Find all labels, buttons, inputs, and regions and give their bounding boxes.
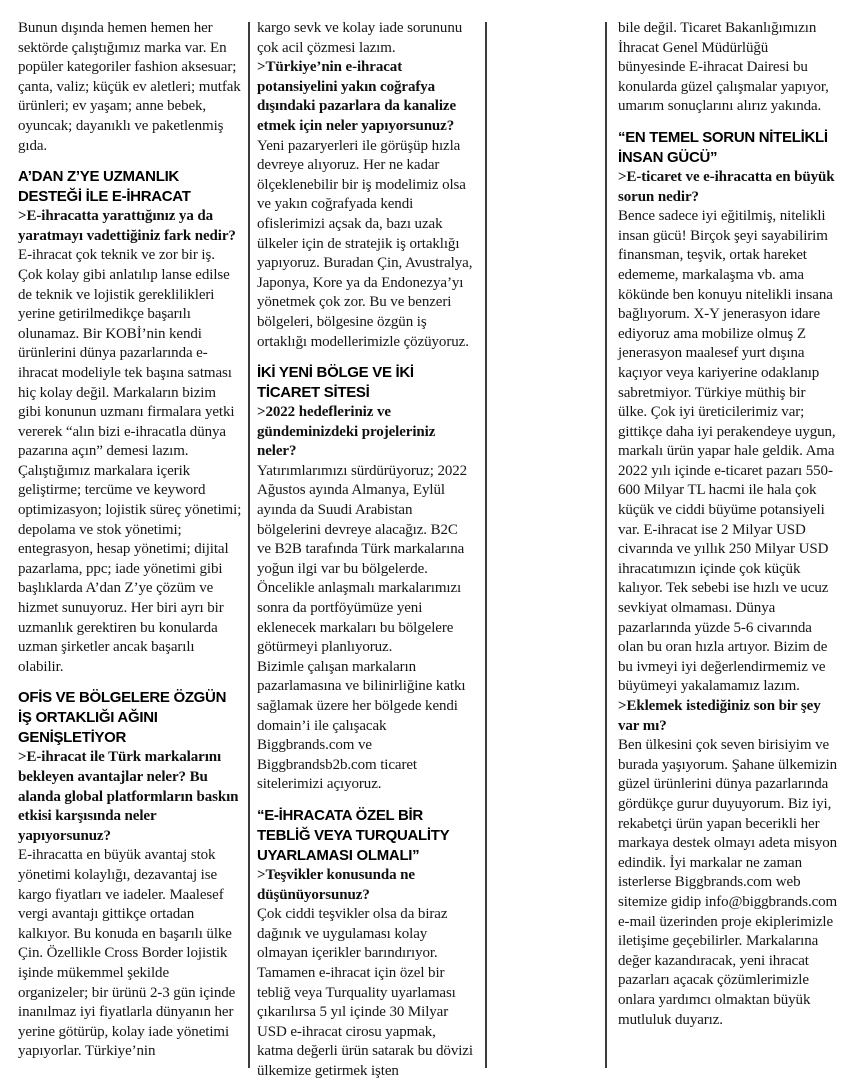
body-paragraph: Bizimle çalışan markaların pazarlamasına ve bilinirliğine katkı sağlamak üzere her bölgede kendi domain’i ile çalışacak Biggbrands.com ve Biggbrandsb2b.com ticaret sitelerimizi açıyoruz.	[257, 658, 466, 793]
column-divider-1	[248, 22, 250, 1068]
interview-question: >E-ticaret ve e-ihracatta en büyük sorun nedir?	[618, 168, 835, 205]
interview-question: >Eklemek istediğiniz son bir şey var mı?	[618, 698, 821, 734]
article-column-1	[18, 19, 242, 1062]
body-paragraph: Çok ciddi teşvikler olsa da biraz dağınık ve uygulaması kolay olmayan içerikler barındırıyor. Tamamen e-ihracat için özel bir tebliğ veya Turquality uyarlaması çıkarılırsa 5 yıl içinde 30 Milyar USD e-ihracat cirosu yapmak, katma değerli ürün satarak bu dövizi ülkemize getirmek işten	[257, 906, 473, 1079]
body-paragraph: Yeni pazaryerleri ile görüşüp hızla devreye alıyoruz. Her ne kadar ölçeklenebilir bir iş modelimiz olsa ve yakın coğrafyada kendi ofislerimizi açsak da, bazı uzak ülkeler için de stratejik iş ortaklığı yapıyoruz. Buradan Çin, Avustralya, Japonya, Kore ya da Endonezya’yı yönetmek çok zor. Bu ve benzeri bölgeleri, bölgesine özgün iş ortaklığı modellerimizle çözüyoruz.	[257, 137, 473, 350]
section-heading: “E-İHRACATA ÖZEL BİR TEBLİĞ VEYA TURQUALİTY UYARLAMASI OLMALI”	[257, 806, 450, 864]
interview-question: >Teşvikler konusunda ne düşünüyorsunuz?	[257, 866, 415, 903]
article-column-3	[618, 19, 838, 1030]
section-heading: A’DAN Z’YE UZMANLIK DESTEĞİ İLE E-İHRACAT	[18, 168, 191, 206]
body-paragraph: E-ihracatta en büyük avantaj stok yönetimi kolaylığı, dezavantaj ise kargo fiyatları ve iadeler. Maalesef vergi avantajı gittikçe ortadan kalkıyor. Bu konuda en başarılı ülke Çin. Özellikle Cross Border lojistik işinde mükemmel şekilde organizeler; bir ürünü 2-3 gün içinde inanılmaz iyi fiyatlarla dünyanın her yerine götürüp, kolay iade yönetimi yapıyorlar. Türkiye’nin	[18, 847, 236, 1060]
body-paragraph: Ben ülkesini çok seven birisiyim ve burada yaşıyorum. Şahane ülkemizin güzel ürünlerini dünya pazarlarında gördükçe gurur duyuyorum. Biz iyi, rekabetçi ürün yapan becerikli her markaya destek olmayı adeta misyon edindik. İyi markalar ne zaman isterlerse Biggbrands.com web sitemize gidip info@biggbrands.com e-mail üzerinden proje ekiplerimizle iletişime geçebilirler. Markalarına değer kazandıracak, yeni ihracat pazarları açacak çözümlerimizle onlara yardımcı olmaktan büyük mutluluk duyarız.	[618, 737, 838, 1028]
body-paragraph: kargo sevk ve kolay iade sorununu çok acil çözmesi lazım.	[257, 20, 463, 56]
body-paragraph: E-ihracat çok teknik ve zor bir iş. Çok kolay gibi anlatılıp lanse edilse de teknik ve lojistik gereklilikleri yerine getirilmedikçe başarılı olunamaz. Bir KOBİ’nin kendi ürünlerini dünya pazarlarında e-ihracat modeliyle tek başına satması hiç kolay değil. Markaların bizim gibi konunun uzmanı firmalara yetki vererek “alın bizi e-ihracatla dünya pazarına açın” demesi lazım. Çalıştığımız markalara içerik geliştirme; tercüme ve keyword optimizasyon; lojistik süreç yönetimi; depolama ve stok yönetimi; entegrasyon, hesap yönetimi; dijital pazarlama, ppc; iade yönetimi gibi başlıklarda A’dan Z’ye çözüm ve hizmet sunuyoruz. Her biri ayrı bir uzmanlık gerektiren bu konularda uzman şirketler ancak başarılı olabilir.	[18, 247, 242, 675]
body-paragraph: Bunun dışında hemen hemen her sektörde çalıştığımız marka var. En popüler kategoriler fashion aksesuar; çanta, valiz; küçük ev aletleri; mutfak ürünleri; ev yaşam; anne bebek, oyuncak; dayanıklı ve paketlenmiş gıda.	[18, 20, 241, 154]
interview-question: >E-ihracatta yarattığınız ya da yaratmayı vadettiğiniz fark nedir?	[18, 208, 236, 244]
section-heading: OFİS VE BÖLGELERE ÖZGÜN İŞ ORTAKLIĞI AĞINI GENİŞLETİYOR	[18, 689, 227, 747]
column-divider-2	[485, 22, 487, 1068]
article-column-2	[257, 19, 473, 1080]
interview-question: >2022 hedefleriniz ve gündeminizdeki projeleriniz neler?	[257, 404, 436, 460]
body-paragraph: Bence sadece iyi eğitilmiş, nitelikli insan gücü! Birçok şeyi sayabilirim finansman, teşvik, ortak hareket edememe, markalaşma vb. ama kökünde ben konuyu nitelikli insana bağlıyorum. X-Y jenerasyon idare ediyoruz ama mobilize olmuş Z jenerasyon maalesef yurt dışına kaçıyor veya kariyerine odaklanıp sabretmiyor. Türkiye müthiş bir ülke. Çok iyi üreticilerimiz var; gittikçe daha iyi perakendeye uygun, markalı ürün yapar hale geldik. Ama 2022 yılı içinde e-ticaret pazarı 550-600 Milyar TL hacmi ile hala çok küçük ve ciddi büyüme potansiyeli var. E-ihracat ise 2 Milyar USD civarında ve yıllık 250 Milyar USD ihracatımızın içinde çok küçük kalıyor. Tek sebebi ise hızlı ve ucuz sevkiyat olmaması. Dünya pazarlarında yüzde 5-6 civarında olan bu oran hızla artıyor. Bizim de bu ivmeyi iyi değerlendirmemiz ve büyümeyi yakalamamız lazım.	[618, 208, 836, 695]
section-heading: İKİ YENİ BÖLGE VE İKİ TİCARET SİTESİ	[257, 364, 414, 402]
interview-question: >Türkiye’nin e-ihracat potansiyelini yakın coğrafya dışındaki pazarlara da kanalize etmek için neler yapıyorsunuz?	[257, 59, 457, 134]
body-paragraph: Yatırımlarımızı sürdürüyoruz; 2022 Ağustos ayında Almanya, Eylül ayında da Suudi Arabistan bölgelerini devreye alacağız. B2C ve B2B tarafında Türk markalarına yoğun ilgi var bu bölgelerde. Öncelikle anlaşmalı markalarımızı sonra da portföyümüze yeni eklenecek markaları bu bölgelere götürmeyi planlıyoruz.	[257, 462, 468, 656]
section-heading: “EN TEMEL SORUN NİTELİKLİ İNSAN GÜCÜ”	[618, 128, 828, 166]
body-paragraph: bile değil. Ticaret Bakanlığımızın İhracat Genel Müdürlüğü bünyesinde E-ihracat Dairesi bu konularda güzel çalışmalar yapıyor, umarım sonuçlarını alırız yakında.	[618, 20, 829, 115]
interview-question: >E-ihracat ile Türk markalarını bekleyen avantajlar neler? Bu alanda global platformların baskın etkisi karşısında neler yapıyorsunuz?	[18, 749, 239, 844]
column-divider-3	[605, 22, 607, 1068]
